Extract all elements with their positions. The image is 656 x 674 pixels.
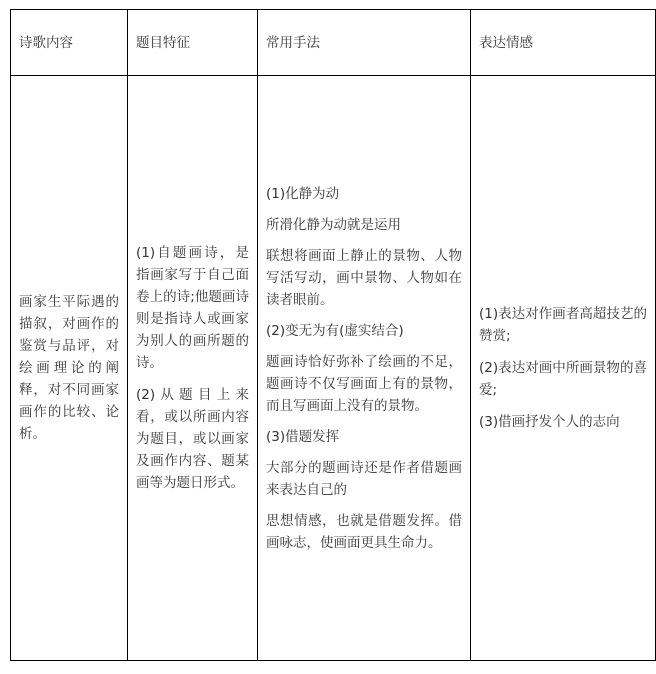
emotion-item: (1)表达对作画者高超技艺的赞赏; [479, 306, 647, 344]
emotion-item: (3)借画抒发个人的志向 [479, 414, 620, 430]
technique-heading: (3)借题发挥 [266, 428, 340, 445]
header-poem-content: 诗歌内容 [11, 10, 128, 76]
feature-item: (2)从题目上来看，或以所画内容为题目，或以画家及画作内容、题某画等为题日形式。 [136, 387, 249, 491]
poetry-table [10, 9, 656, 661]
emotion-item: (2)表达对画中所画景物的喜爱; [479, 360, 647, 398]
technique-text: 大部分的题画诗还是作者借题画来表达自己的 [266, 459, 462, 498]
technique-text: 思想情感，也就是借题发挥。借画咏志，使画面更具生命力。 [266, 512, 462, 551]
cell-expressed-emotions [471, 76, 656, 661]
table-row [11, 76, 656, 661]
technique-text: 所滑化静为动就是运用 [266, 216, 401, 233]
technique-text: 联想将画面上静止的景物、人物写活写动，画中景物、人物如在读者眼前。 [266, 247, 462, 308]
content-text: 画家生平际遇的描叙，对画作的鉴赏与品评，对绘画理论的阐释，对不同画家画作的比较、论析。 [19, 294, 119, 442]
feature-item: (1)自题画诗，是指画家写于自己面卷上的诗;他题画诗则是指诗人或画家为别人的画所题的诗。 [136, 245, 249, 371]
header-title-features: 题目特征 [128, 10, 258, 76]
header-expressed-emotions: 表达情感 [471, 10, 656, 76]
cell-poem-content [11, 76, 128, 661]
technique-heading: (2)变无为有(虚实结合) [266, 322, 404, 339]
technique-heading: (1)化静为动 [266, 185, 340, 202]
header-row [11, 10, 656, 76]
header-common-techniques: 常用手法 [258, 10, 471, 76]
cell-title-features [128, 76, 258, 661]
cell-common-techniques [258, 76, 471, 661]
technique-text: 题画诗恰好弥补了绘画的不足，题画诗不仅写画面上有的景物，而且写画面上没有的景物。 [266, 353, 462, 414]
